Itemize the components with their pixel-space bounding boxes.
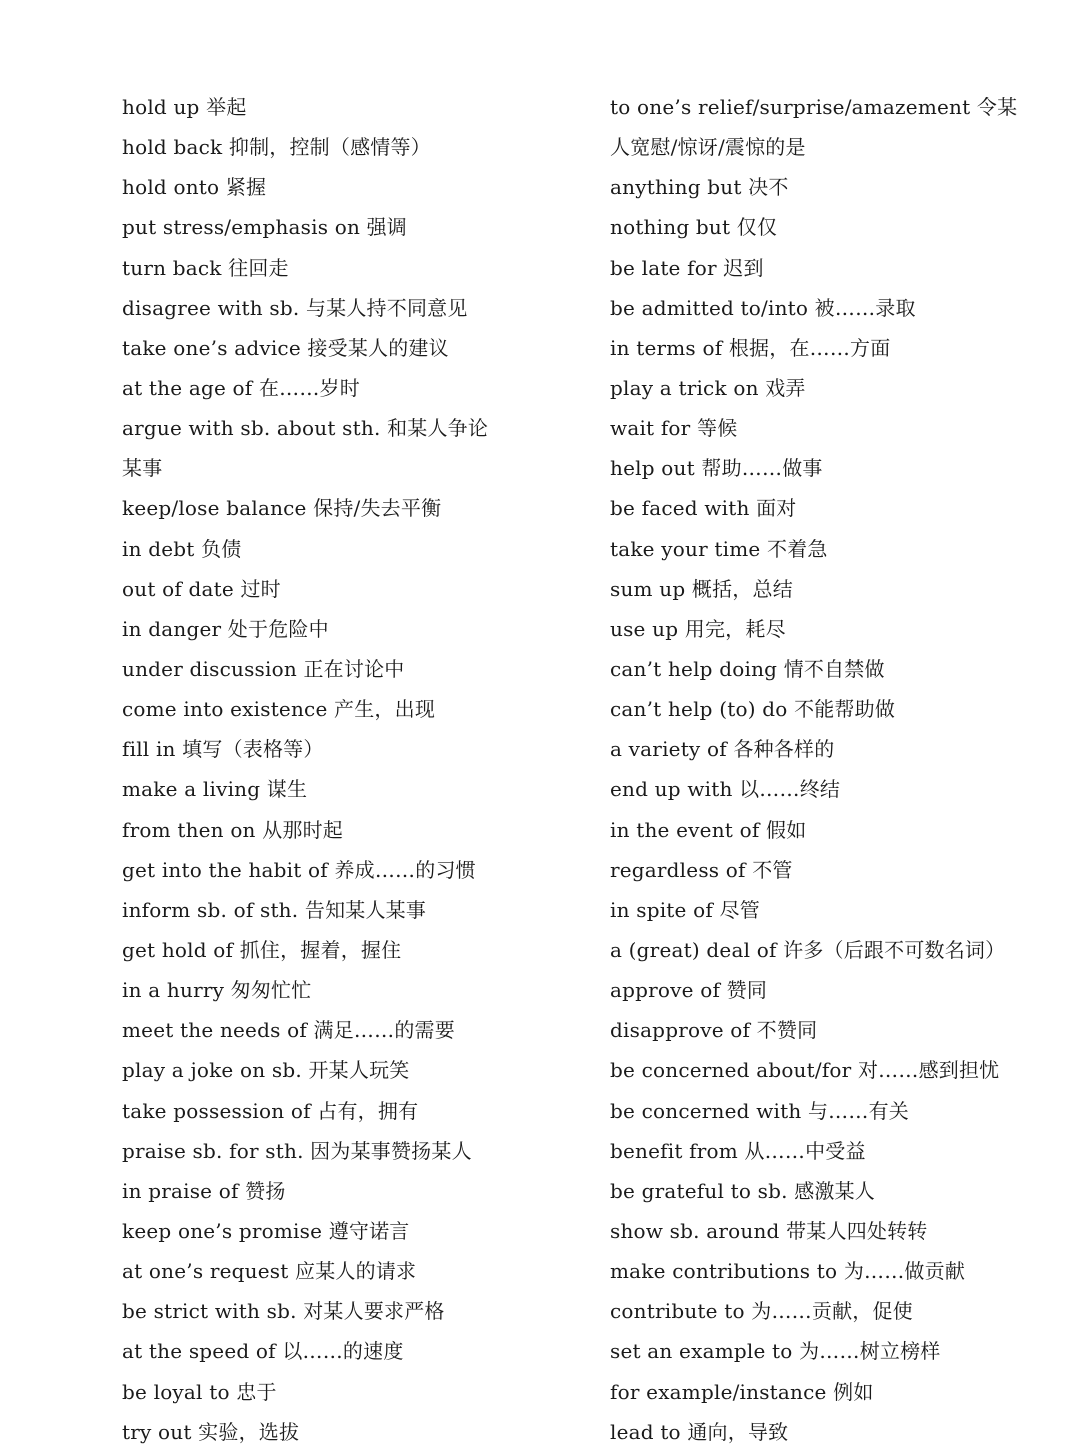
phrase-line: be late for 迟到 <box>610 255 764 280</box>
phrase-line: hold up 举起 <box>122 95 247 119</box>
phrase-line: anything but 决不 <box>610 175 789 200</box>
phrase-line: in spite of 尽管 <box>610 897 760 922</box>
phrase-line: nothing but 仅仅 <box>610 215 778 240</box>
phrase-line: end up with 以……终结 <box>610 777 841 802</box>
phrase-line: under discussion 正在讨论中 <box>122 656 405 681</box>
phrase-line: can’t help doing 情不自禁做 <box>610 656 885 681</box>
phrase-line: be concerned about/for 对……感到担忧 <box>610 1058 1000 1083</box>
phrase-line: benefit from 从……中受益 <box>610 1138 866 1163</box>
phrase-line: from then on 从那时起 <box>122 817 343 842</box>
phrase-line: in the event of 假如 <box>610 817 807 842</box>
phrase-line: to one’s relief/surprise/amazement 令某 <box>610 95 1018 119</box>
phrase-line: out of date 过时 <box>122 576 281 601</box>
phrase-line: be concerned with 与……有关 <box>610 1098 909 1123</box>
phrase-line: in terms of 根据，在……方面 <box>610 335 891 360</box>
phrase-line: help out 帮助……做事 <box>610 456 823 481</box>
phrase-line: argue with sb. about sth. 和某人争论 <box>122 416 489 441</box>
phrase-line: take possession of 占有，拥有 <box>122 1098 419 1123</box>
phrase-line: wait for 等候 <box>610 416 738 441</box>
phrase-line: lead to 通向，导致 <box>610 1419 789 1444</box>
phrase-line: try out 实验，选拔 <box>122 1419 300 1444</box>
phrase-line: in a hurry 匆匆忙忙 <box>122 978 312 1003</box>
phrase-line: make a living 谋生 <box>122 777 308 802</box>
phrase-line: disagree with sb. 与某人持不同意见 <box>122 295 468 320</box>
phrase-line: meet the needs of 满足……的需要 <box>122 1018 455 1043</box>
phrase-line: play a trick on 戏弄 <box>610 375 806 400</box>
phrase-line: get into the habit of 养成……的习惯 <box>122 857 476 882</box>
phrase-line: take one’s advice 接受某人的建议 <box>122 335 449 360</box>
phrase-line: hold back 抑制，控制（感情等） <box>122 135 431 160</box>
phrase-line: for example/instance 例如 <box>610 1379 874 1404</box>
phrase-line: praise sb. for sth. 因为某事赞扬某人 <box>122 1138 472 1163</box>
phrase-line: be strict with sb. 对某人要求严格 <box>122 1299 445 1324</box>
phrase-line: be grateful to sb. 感激某人 <box>610 1178 876 1203</box>
phrase-line: use up 用完，耗尽 <box>610 616 786 641</box>
phrase-line: a variety of 各种各样的 <box>610 737 835 762</box>
phrase-line: hold onto 紧握 <box>122 175 267 200</box>
phrase-line: be faced with 面对 <box>610 496 797 521</box>
phrase-line: a (great) deal of 许多（后跟不可数名词） <box>610 937 1006 962</box>
phrase-line: at the age of 在……岁时 <box>122 375 360 400</box>
phrase-line: play a joke on sb. 开某人玩笑 <box>122 1058 410 1083</box>
phrase-line: disapprove of 不赞同 <box>610 1018 818 1043</box>
phrase-line: approve of 赞同 <box>610 978 768 1003</box>
phrase-line: sum up 概括，总结 <box>610 576 793 601</box>
phrase-line: in debt 负债 <box>122 536 242 561</box>
phrase-line: be loyal to 忠于 <box>122 1379 277 1404</box>
phrase-line: be admitted to/into 被……录取 <box>610 295 916 320</box>
phrase-line: put stress/emphasis on 强调 <box>122 215 408 240</box>
phrase-line: 人宽慰/惊讶/震惊的是 <box>610 135 806 160</box>
phrase-line: keep/lose balance 保持/失去平衡 <box>122 496 442 521</box>
phrase-line: can’t help (to) do 不能帮助做 <box>610 697 896 722</box>
phrase-line: inform sb. of sth. 告知某人某事 <box>122 897 427 922</box>
phrase-line: at the speed of 以……的速度 <box>122 1339 404 1364</box>
left-phrase-column <box>122 87 532 1452</box>
phrase-line: take your time 不着急 <box>610 536 828 561</box>
phrase-line: make contributions to 为……做贡献 <box>610 1259 966 1284</box>
phrase-line: at one’s request 应某人的请求 <box>122 1259 417 1284</box>
phrase-line: get hold of 抓住，握着，握住 <box>122 937 402 962</box>
phrase-line: fill in 填写（表格等） <box>122 737 324 762</box>
phrase-line: keep one’s promise 遵守诺言 <box>122 1218 410 1243</box>
phrase-line: set an example to 为……树立榜样 <box>610 1339 941 1364</box>
phrase-line: regardless of 不管 <box>610 857 793 882</box>
phrase-line: turn back 往回走 <box>122 255 289 280</box>
phrase-line: show sb. around 带某人四处转转 <box>610 1218 928 1243</box>
phrase-line: contribute to 为……贡献，促使 <box>610 1299 913 1324</box>
right-phrase-column <box>610 87 1030 1452</box>
phrase-line: in praise of 赞扬 <box>122 1178 286 1203</box>
phrase-line: in danger 处于危险中 <box>122 616 329 641</box>
phrase-line: 某事 <box>122 456 163 481</box>
phrase-line: come into existence 产生，出现 <box>122 697 436 722</box>
